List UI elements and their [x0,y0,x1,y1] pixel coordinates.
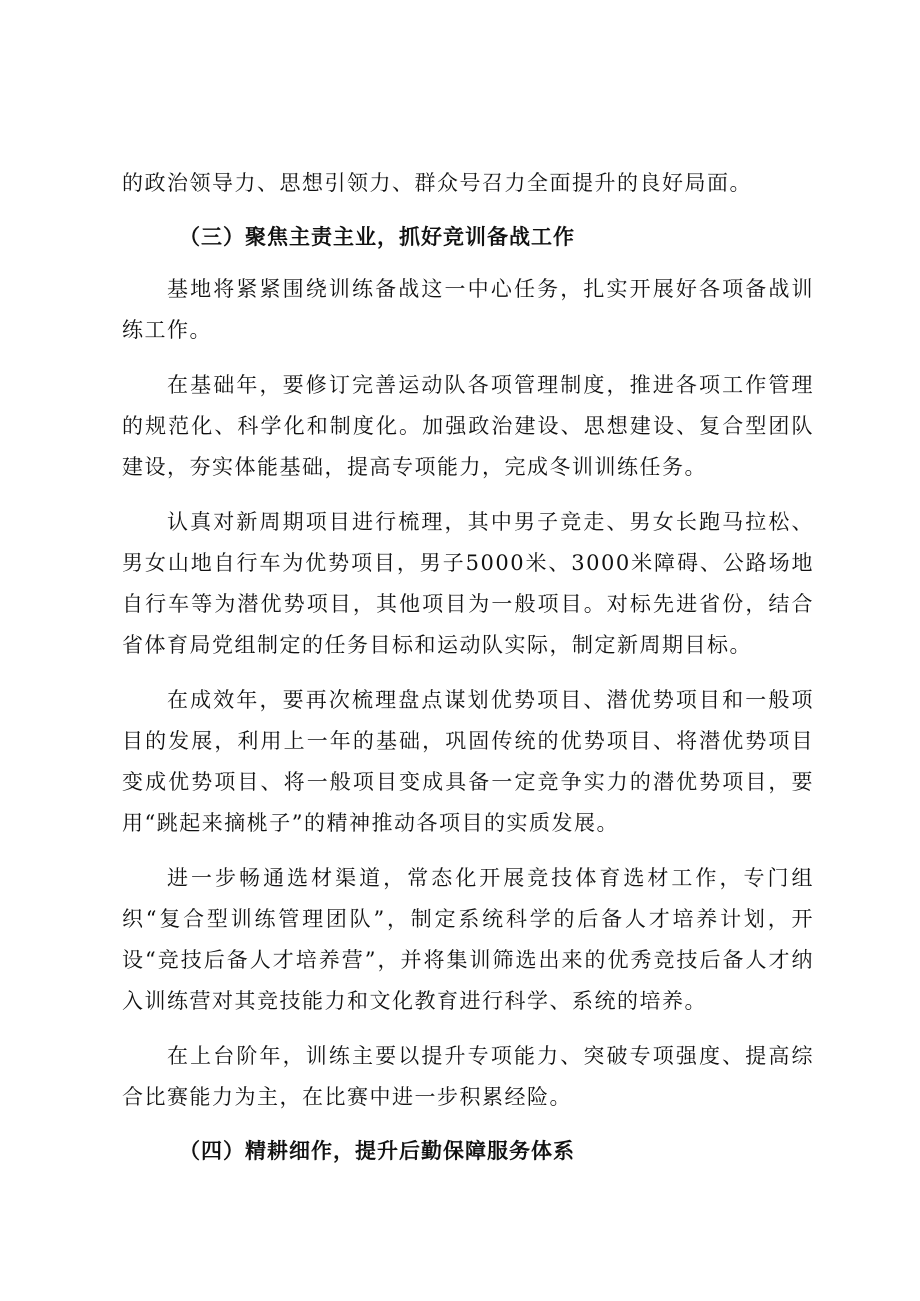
paragraph-project-review: 认真对新周期项目进行梳理，其中男子竞走、男女长跑马拉松、男女山地自行车为优势项目，男子5000米、3000米障碍、公路场地自行车等为潜优势项目，其他项目为一般项目。对标先进省份，结合省体育局党组制定的任务目标和运动队实际，制定新周期目标。 [122,510,814,657]
paragraph-foundation-year: 在基础年，要修订完善运动队各项管理制度，推进各项工作管理的规范化、科学化和制度化。加强政治建设、思想建设、复合型团队建设，夯实体能基础，提高专项能力，完成冬训训练任务。 [122,373,814,479]
paragraph-continuation: 的政治领导力、思想引领力、群众号召力全面提升的良好局面。 [122,171,752,195]
section-heading-3: （三）聚焦主责主业，抓好竞训备战工作 [179,224,575,249]
section-heading-4: （四）精耕细作，提升后勤保障服务体系 [179,1138,575,1163]
paragraph-training-mission: 基地将紧紧围绕训练备战这一中心任务，扎实开展好各项备战训练工作。 [122,277,814,342]
paragraph-results-year: 在成效年，要再次梳理盘点谋划优势项目、潜优势项目和一般项目的发展，利用上一年的基础，巩固传统的优势项目、将潜优势项目变成优势项目、将一般项目变成具备一定竞争实力的潜优势项目，要用“跳起来摘桃子”的精神推动各项目的实质发展。 [122,688,814,835]
document-body [122,163,814,1171]
paragraph-talent-selection: 进一步畅通选材渠道，常态化开展竞技体育选材工作，专门组织“复合型训练管理团队”，制定系统科学的后备人才培养计划，开设“竞技后备人才培养营”，并将集训筛选出来的优秀竞技后备人才纳入训练营对其竞技能力和文化教育进行科学、系统的培养。 [122,866,814,1013]
paragraph-step-up-year: 在上台阶年，训练主要以提升专项能力、突破专项强度、提高综合比赛能力为主，在比赛中进一步积累经险。 [122,1044,814,1109]
